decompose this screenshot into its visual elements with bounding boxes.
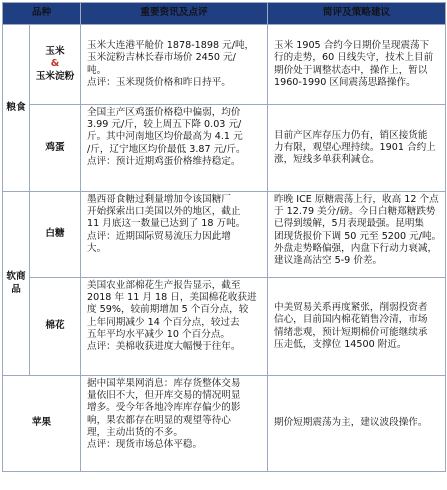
row-sugar xyxy=(3,192,446,278)
cotton-news-line: 2018 年 11 月 18 日，美国棉花收获进 xyxy=(87,292,257,304)
egg-news-line: /斤，辽宁地区均价最低 3.87 元/斤。 xyxy=(87,143,246,155)
header-comment: 简评及策略建议 xyxy=(268,3,446,25)
cotton-name: 棉花 xyxy=(30,278,81,376)
row-corn xyxy=(3,25,446,105)
apple-comment-line: 期价短期震荡为主，建议波段操作。 xyxy=(274,417,428,429)
report-table xyxy=(2,2,446,472)
cotton-news-line: 五年平均水平减少 10 个百分点。 xyxy=(87,328,231,340)
apple-news-line: 据中国苹果网消息：库存货整体交易 xyxy=(87,378,241,389)
sugar-comment xyxy=(268,192,446,278)
cotton-news-line: 美国农业部棉花生产报告显示，截至 xyxy=(87,280,241,291)
corn-news-line: 点评：玉米现货价格和昨日持平。 xyxy=(87,76,231,88)
group-grain: 粮食 xyxy=(3,25,30,192)
egg-news-line: 3.99 元/斤，较上周五下降 0.03 元/ xyxy=(87,119,242,131)
apple-news-line: 响，果农都存在明显的观望等待心 xyxy=(87,414,231,426)
apple-comment xyxy=(268,376,446,472)
sugar-news-line: 大。 xyxy=(87,242,107,254)
corn-comment xyxy=(268,25,446,105)
egg-comment xyxy=(268,105,446,192)
corn-name-line2: 玉米淀粉 xyxy=(35,70,75,82)
egg-news-line: 点评：预计近期鸡蛋价格维持稳定。 xyxy=(87,155,241,167)
cotton-comment-line: 压走低，支撑位 14500 附近。 xyxy=(274,338,407,350)
corn-comment-line: 1960-1990 区间震荡思路操作。 xyxy=(274,76,416,88)
apple-news-line: 理，主动出货的不多。 xyxy=(87,426,183,438)
apple-news xyxy=(81,376,268,472)
corn-comment-line: 期价处于调整状态中，操作上，暂以 xyxy=(274,64,428,76)
cotton-comment-line: 情绪悲观，预计短期棉价可能继续承 xyxy=(274,326,428,338)
sugar-comment-line: 外盘走势略偏强，内盘下行动力衰减， xyxy=(274,242,438,254)
cotton-news xyxy=(81,278,268,376)
sugar-news xyxy=(81,192,268,278)
header-news: 重要资讯及点评 xyxy=(81,3,268,25)
group-soft: 软商品 xyxy=(3,192,30,376)
cotton-comment-line: 信心，目前国内棉花销售冷清，市场 xyxy=(274,314,428,326)
egg-comment-line: 涨，短线多单获利减仓。 xyxy=(274,154,380,166)
corn-name-line1: 玉米 xyxy=(45,46,65,58)
egg-news-line: 全国主产区鸡蛋价格稳中偏弱，均价 xyxy=(87,107,241,118)
row-egg xyxy=(3,105,446,192)
sugar-comment-line: 团现货报价下调 50 元至 5200 元/吨。 xyxy=(274,230,442,242)
row-apple xyxy=(3,376,446,472)
apple-name: 苹果 xyxy=(3,376,81,472)
cotton-news-line: 上年同期减少 14 个百分点，较过去 xyxy=(87,316,240,328)
corn-news xyxy=(81,25,268,105)
corn-comment-line: 行的走势，60 日线失守，技术上目前 xyxy=(274,52,434,64)
egg-name: 鸡蛋 xyxy=(30,105,81,192)
cotton-comment-line: 中美贸易关系再度紧张，削弱投资者 xyxy=(274,302,428,314)
cotton-news-line: 点评：美棉收获进度大幅慢于往年。 xyxy=(87,341,241,353)
sugar-comment-line: 昨晚 ICE 原糖震荡上行，收高 12 个点 xyxy=(274,194,439,205)
sugar-comment-line: 于 12.79 美分/磅。今日白糖郑糖跌势 xyxy=(274,206,436,218)
sugar-news-line: 墨西哥食糖过剩量增加令该国糖厂 xyxy=(87,194,231,205)
sugar-comment-line: 建议逢高沽空 5-9 价差。 xyxy=(274,255,383,267)
sugar-name: 白糖 xyxy=(30,192,81,278)
corn-name-cell xyxy=(30,25,81,105)
cotton-news-line: 度 59%，较前期增加 5 个百分点，较 xyxy=(87,304,249,316)
apple-news-line: 量依旧不大，但开库交易的情况明显 xyxy=(87,390,241,402)
corn-name-amp: & xyxy=(50,58,60,70)
corn-news-line: 玉米淀粉吉林长春市场价 2450 元/ xyxy=(87,52,236,64)
apple-news-line: 点评：现货市场总体平稳。 xyxy=(87,439,203,451)
sugar-news-line: 开始探索出口美国以外的地区，截止 xyxy=(87,206,241,218)
egg-comment-line: 力有限，观望心理持续。1901 合约上 xyxy=(274,141,436,153)
header-category: 品种 xyxy=(3,3,81,25)
sugar-news-line: 11 月底这一数量已达到了 18 万吨。 xyxy=(87,218,246,230)
corn-comment-line: 玉米 1905 合约今日期价呈现震荡下 xyxy=(274,40,430,52)
sugar-news-line: 点评：近期国际贸易流压力因此增 xyxy=(87,230,231,242)
egg-news xyxy=(81,105,268,192)
cotton-comment xyxy=(268,278,446,376)
row-cotton xyxy=(3,278,446,376)
corn-news-line: 玉米大连港平舱价 1878-1898 元/吨， xyxy=(87,40,255,52)
sugar-comment-line: 已得到缓解，5月表现最强。昆明集 xyxy=(274,218,425,230)
egg-news-line: 斤。其中河南地区均价最高为 4.1 元 xyxy=(87,131,243,143)
header-row xyxy=(3,3,446,25)
apple-news-line: 增多。受今年各地冷库库存偏少的影 xyxy=(87,402,241,414)
corn-news-line: 吨。 xyxy=(87,64,107,76)
egg-comment-line: 目前产区库存压力仍有，销区接货能 xyxy=(274,129,428,141)
